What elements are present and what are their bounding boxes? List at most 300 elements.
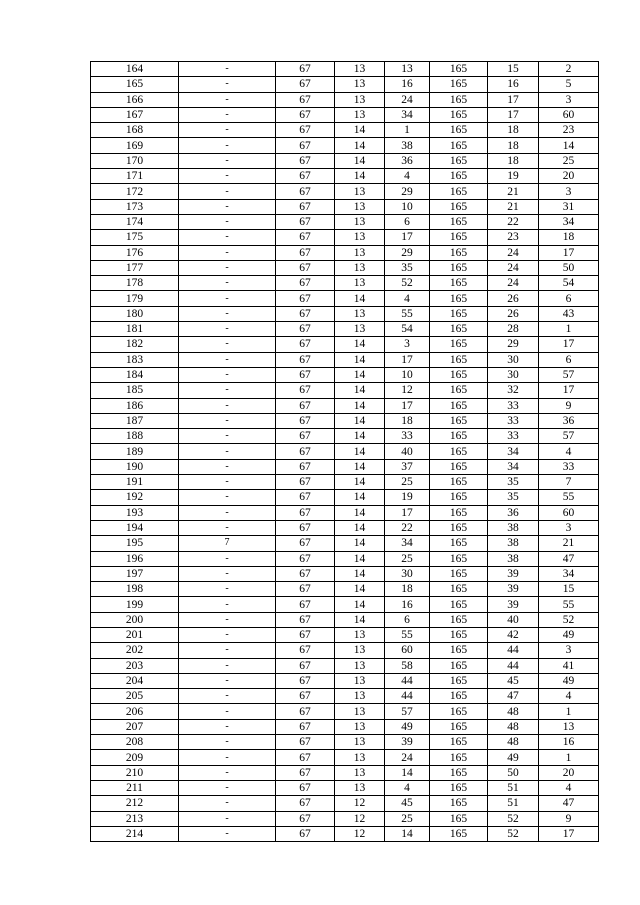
table-cell: 198 — [91, 582, 179, 597]
table-cell: - — [179, 413, 276, 428]
table-cell: - — [179, 459, 276, 474]
table-cell: 14 — [335, 536, 385, 551]
table-cell: 21 — [488, 184, 539, 199]
table-cell: 38 — [488, 536, 539, 551]
table-cell: 17 — [539, 383, 599, 398]
table-cell: 67 — [276, 367, 335, 382]
table-cell: 13 — [385, 62, 430, 77]
table-row — [91, 214, 599, 229]
table-cell: 165 — [430, 627, 488, 642]
table-cell: 39 — [385, 735, 430, 750]
table-cell: 195 — [91, 536, 179, 551]
table-cell: 18 — [488, 153, 539, 168]
table-cell: 45 — [488, 673, 539, 688]
table-cell: 33 — [488, 429, 539, 444]
table-cell: 165 — [430, 276, 488, 291]
table-cell: 49 — [385, 719, 430, 734]
table-cell: 165 — [430, 582, 488, 597]
table-cell: - — [179, 138, 276, 153]
table-cell: 165 — [430, 811, 488, 826]
table-cell: 165 — [430, 735, 488, 750]
table-cell: 67 — [276, 750, 335, 765]
table-cell: 48 — [488, 735, 539, 750]
table-cell: 197 — [91, 566, 179, 581]
table-cell: 13 — [335, 77, 385, 92]
table-cell: 67 — [276, 337, 335, 352]
table-cell: - — [179, 77, 276, 92]
table-cell: 165 — [430, 643, 488, 658]
table-cell: - — [179, 689, 276, 704]
table-cell: 1 — [539, 750, 599, 765]
table-cell: 6 — [385, 612, 430, 627]
table-row — [91, 765, 599, 780]
table-cell: 26 — [488, 306, 539, 321]
table-cell: 67 — [276, 704, 335, 719]
table-cell: 4 — [385, 169, 430, 184]
table-cell: 13 — [335, 704, 385, 719]
table-cell: 165 — [430, 765, 488, 780]
table-cell: 55 — [385, 627, 430, 642]
table-cell: 14 — [539, 138, 599, 153]
table-cell: 67 — [276, 566, 335, 581]
table-cell: 14 — [335, 490, 385, 505]
table-cell: 67 — [276, 429, 335, 444]
table-cell: 67 — [276, 383, 335, 398]
table-cell: 17 — [539, 826, 599, 841]
table-cell: - — [179, 153, 276, 168]
table-cell: 14 — [335, 475, 385, 490]
table-row — [91, 123, 599, 138]
table-cell: 14 — [335, 153, 385, 168]
table-cell: 67 — [276, 780, 335, 795]
table-cell: - — [179, 276, 276, 291]
table-cell: 3 — [385, 337, 430, 352]
table-cell: 165 — [430, 260, 488, 275]
table-cell: 35 — [385, 260, 430, 275]
table-cell: 1 — [385, 123, 430, 138]
table-cell: 38 — [385, 138, 430, 153]
table-cell: 165 — [430, 184, 488, 199]
table-cell: 196 — [91, 551, 179, 566]
table-cell: 201 — [91, 627, 179, 642]
table-cell: 165 — [430, 367, 488, 382]
table-cell: 185 — [91, 383, 179, 398]
table-cell: 18 — [488, 123, 539, 138]
table-cell: 60 — [539, 107, 599, 122]
table-cell: 204 — [91, 673, 179, 688]
table-cell: 38 — [488, 551, 539, 566]
table-cell: 14 — [335, 582, 385, 597]
table-cell: 36 — [385, 153, 430, 168]
table-cell: 33 — [539, 459, 599, 474]
table-cell: 55 — [539, 597, 599, 612]
table-cell: 165 — [430, 138, 488, 153]
table-row — [91, 169, 599, 184]
table-cell: 165 — [430, 597, 488, 612]
table-cell: 179 — [91, 291, 179, 306]
table-cell: 165 — [430, 398, 488, 413]
table-cell: 67 — [276, 413, 335, 428]
table-cell: 9 — [539, 811, 599, 826]
table-cell: - — [179, 199, 276, 214]
table-cell: 3 — [539, 520, 599, 535]
table-cell: 34 — [539, 566, 599, 581]
table-cell: 14 — [335, 367, 385, 382]
table-cell: 165 — [430, 123, 488, 138]
table-cell: - — [179, 826, 276, 841]
table-row — [91, 475, 599, 490]
table-cell: 33 — [488, 413, 539, 428]
table-cell: - — [179, 306, 276, 321]
table-cell: 188 — [91, 429, 179, 444]
table-cell: 67 — [276, 306, 335, 321]
table-cell: 28 — [488, 322, 539, 337]
table-cell: 14 — [335, 459, 385, 474]
table-cell: 67 — [276, 490, 335, 505]
table-row — [91, 612, 599, 627]
table-cell: 67 — [276, 444, 335, 459]
table-row — [91, 62, 599, 77]
table-cell: 170 — [91, 153, 179, 168]
table-cell: 14 — [335, 123, 385, 138]
table-cell: 57 — [385, 704, 430, 719]
table-cell: 13 — [539, 719, 599, 734]
table-cell: 49 — [488, 750, 539, 765]
table-cell: 57 — [539, 367, 599, 382]
table-cell: 165 — [430, 383, 488, 398]
table-cell: 4 — [385, 780, 430, 795]
table-cell: 15 — [539, 582, 599, 597]
table-row — [91, 520, 599, 535]
table-cell: 180 — [91, 306, 179, 321]
table-cell: 171 — [91, 169, 179, 184]
table-cell: 9 — [539, 398, 599, 413]
table-cell: 31 — [539, 199, 599, 214]
table-cell: 165 — [430, 673, 488, 688]
table-cell: 34 — [385, 536, 430, 551]
table-cell: 165 — [430, 214, 488, 229]
table-cell: 67 — [276, 62, 335, 77]
table-cell: 17 — [385, 505, 430, 520]
table-cell: 181 — [91, 322, 179, 337]
table-cell: 44 — [488, 643, 539, 658]
table-cell: 193 — [91, 505, 179, 520]
table-cell: 25 — [385, 811, 430, 826]
table-cell: - — [179, 811, 276, 826]
table-cell: 55 — [385, 306, 430, 321]
table-cell: 67 — [276, 459, 335, 474]
table-cell: 50 — [488, 765, 539, 780]
table-cell: 36 — [488, 505, 539, 520]
table-cell: 172 — [91, 184, 179, 199]
table-cell: 203 — [91, 658, 179, 673]
table-cell: - — [179, 367, 276, 382]
table-cell: 165 — [430, 704, 488, 719]
table-row — [91, 367, 599, 382]
table-cell: 13 — [335, 184, 385, 199]
table-cell: 23 — [539, 123, 599, 138]
table-cell: 14 — [335, 383, 385, 398]
table-cell: 1 — [539, 704, 599, 719]
table-cell: 14 — [335, 398, 385, 413]
data-table — [90, 61, 599, 842]
table-cell: 42 — [488, 627, 539, 642]
table-cell: 177 — [91, 260, 179, 275]
table-cell: - — [179, 643, 276, 658]
table-cell: 34 — [385, 107, 430, 122]
table-cell: - — [179, 62, 276, 77]
table-cell: 13 — [335, 276, 385, 291]
table-cell: 67 — [276, 352, 335, 367]
table-cell: 14 — [335, 597, 385, 612]
table-cell: 165 — [430, 291, 488, 306]
table-cell: 205 — [91, 689, 179, 704]
table-cell: 213 — [91, 811, 179, 826]
table-cell: 36 — [539, 413, 599, 428]
table-row — [91, 153, 599, 168]
table-cell: 165 — [430, 490, 488, 505]
table-cell: 16 — [539, 735, 599, 750]
table-cell: 24 — [385, 92, 430, 107]
table-cell: 49 — [539, 627, 599, 642]
table-row — [91, 490, 599, 505]
table-row — [91, 627, 599, 642]
table-cell: 202 — [91, 643, 179, 658]
table-cell: 165 — [430, 245, 488, 260]
table-row — [91, 735, 599, 750]
table-row — [91, 230, 599, 245]
table-cell: 67 — [276, 107, 335, 122]
table-cell: 13 — [335, 306, 385, 321]
table-cell: - — [179, 597, 276, 612]
table-cell: 35 — [488, 475, 539, 490]
table-cell: 183 — [91, 352, 179, 367]
table-cell: 67 — [276, 551, 335, 566]
table-cell: 52 — [488, 811, 539, 826]
table-cell: 207 — [91, 719, 179, 734]
table-cell: - — [179, 505, 276, 520]
table-cell: - — [179, 490, 276, 505]
table-cell: 24 — [488, 276, 539, 291]
table-cell: 33 — [385, 429, 430, 444]
table-cell: 14 — [335, 169, 385, 184]
table-body — [91, 62, 599, 842]
table-cell: 192 — [91, 490, 179, 505]
table-cell: 40 — [488, 612, 539, 627]
table-cell: 67 — [276, 627, 335, 642]
table-cell: 1 — [539, 322, 599, 337]
table-cell: 47 — [539, 551, 599, 566]
table-cell: 208 — [91, 735, 179, 750]
table-cell: - — [179, 214, 276, 229]
table-cell: 30 — [385, 566, 430, 581]
table-row — [91, 796, 599, 811]
table-row — [91, 459, 599, 474]
table-row — [91, 107, 599, 122]
table-cell: 18 — [385, 582, 430, 597]
table-cell: 6 — [539, 352, 599, 367]
table-cell: 60 — [385, 643, 430, 658]
table-cell: 165 — [430, 826, 488, 841]
table-cell: 13 — [335, 199, 385, 214]
table-row — [91, 505, 599, 520]
table-cell: 13 — [335, 92, 385, 107]
table-cell: - — [179, 260, 276, 275]
table-cell: 29 — [488, 337, 539, 352]
table-cell: 52 — [385, 276, 430, 291]
table-cell: - — [179, 169, 276, 184]
table-cell: 18 — [488, 138, 539, 153]
table-cell: - — [179, 551, 276, 566]
table-cell: - — [179, 719, 276, 734]
table-cell: 199 — [91, 597, 179, 612]
table-row — [91, 260, 599, 275]
table-cell: 176 — [91, 245, 179, 260]
table-cell: 4 — [539, 444, 599, 459]
table-cell: - — [179, 230, 276, 245]
table-cell: 14 — [335, 612, 385, 627]
table-cell: 165 — [430, 337, 488, 352]
table-cell: 5 — [539, 77, 599, 92]
table-cell: 165 — [430, 199, 488, 214]
table-row — [91, 689, 599, 704]
table-cell: 43 — [539, 306, 599, 321]
table-cell: 7 — [179, 536, 276, 551]
table-cell: 20 — [539, 169, 599, 184]
table-cell: 67 — [276, 138, 335, 153]
table-cell: 12 — [385, 383, 430, 398]
table-cell: 209 — [91, 750, 179, 765]
table-cell: 165 — [430, 459, 488, 474]
table-cell: 13 — [335, 62, 385, 77]
table-cell: 19 — [488, 169, 539, 184]
table-cell: - — [179, 337, 276, 352]
table-cell: 13 — [335, 230, 385, 245]
table-cell: 10 — [385, 199, 430, 214]
table-cell: 39 — [488, 566, 539, 581]
table-cell: 67 — [276, 612, 335, 627]
table-cell: 52 — [539, 612, 599, 627]
table-cell: 7 — [539, 475, 599, 490]
table-cell: 17 — [539, 337, 599, 352]
table-cell: 184 — [91, 367, 179, 382]
table-cell: - — [179, 398, 276, 413]
table-cell: 178 — [91, 276, 179, 291]
table-cell: 17 — [539, 245, 599, 260]
table-cell: 48 — [488, 704, 539, 719]
table-cell: 32 — [488, 383, 539, 398]
table-row — [91, 582, 599, 597]
table-cell: 67 — [276, 245, 335, 260]
table-cell: 194 — [91, 520, 179, 535]
table-cell: - — [179, 780, 276, 795]
table-cell: 165 — [430, 306, 488, 321]
table-cell: 4 — [539, 780, 599, 795]
table-cell: 214 — [91, 826, 179, 841]
table-cell: 13 — [335, 214, 385, 229]
table-row — [91, 92, 599, 107]
table-cell: 10 — [385, 367, 430, 382]
table-cell: 173 — [91, 199, 179, 214]
table-cell: - — [179, 352, 276, 367]
table-cell: 17 — [385, 352, 430, 367]
table-cell: 34 — [488, 459, 539, 474]
table-cell: 13 — [335, 322, 385, 337]
table-cell: 13 — [335, 107, 385, 122]
table-cell: - — [179, 429, 276, 444]
table-cell: 30 — [488, 367, 539, 382]
table-cell: 174 — [91, 214, 179, 229]
table-cell: 14 — [335, 520, 385, 535]
table-cell: - — [179, 322, 276, 337]
table-cell: 67 — [276, 276, 335, 291]
table-cell: 67 — [276, 199, 335, 214]
table-cell: 25 — [385, 475, 430, 490]
table-cell: 14 — [335, 413, 385, 428]
table-cell: 165 — [430, 536, 488, 551]
table-cell: - — [179, 520, 276, 535]
table-cell: - — [179, 291, 276, 306]
table-cell: - — [179, 796, 276, 811]
table-cell: 13 — [335, 245, 385, 260]
table-cell: 67 — [276, 260, 335, 275]
table-cell: - — [179, 184, 276, 199]
table-cell: 29 — [385, 184, 430, 199]
table-cell: 47 — [539, 796, 599, 811]
table-cell: 212 — [91, 796, 179, 811]
table-cell: 210 — [91, 765, 179, 780]
table-cell: - — [179, 107, 276, 122]
table-row — [91, 658, 599, 673]
table-row — [91, 704, 599, 719]
table-cell: 14 — [335, 352, 385, 367]
table-cell: 175 — [91, 230, 179, 245]
table-cell: 14 — [335, 551, 385, 566]
table-cell: 21 — [539, 536, 599, 551]
table-cell: 67 — [276, 214, 335, 229]
table-cell: 21 — [488, 199, 539, 214]
table-cell: 13 — [335, 780, 385, 795]
table-cell: 206 — [91, 704, 179, 719]
table-cell: 22 — [385, 520, 430, 535]
table-cell: - — [179, 612, 276, 627]
table-cell: 30 — [488, 352, 539, 367]
table-cell: 67 — [276, 658, 335, 673]
table-cell: 13 — [335, 719, 385, 734]
table-cell: 165 — [430, 505, 488, 520]
table-cell: 23 — [488, 230, 539, 245]
table-cell: 187 — [91, 413, 179, 428]
table-cell: 165 — [430, 612, 488, 627]
table-row — [91, 383, 599, 398]
table-row — [91, 536, 599, 551]
table-row — [91, 322, 599, 337]
table-cell: 44 — [385, 673, 430, 688]
table-cell: 165 — [430, 658, 488, 673]
table-cell: 165 — [430, 689, 488, 704]
table-cell: 189 — [91, 444, 179, 459]
table-row — [91, 413, 599, 428]
table-cell: 166 — [91, 92, 179, 107]
table-cell: 67 — [276, 322, 335, 337]
table-cell: - — [179, 245, 276, 260]
table-cell: 3 — [539, 92, 599, 107]
table-cell: 67 — [276, 582, 335, 597]
table-cell: 60 — [539, 505, 599, 520]
table-cell: 22 — [488, 214, 539, 229]
table-cell: 14 — [335, 337, 385, 352]
table-cell: - — [179, 627, 276, 642]
